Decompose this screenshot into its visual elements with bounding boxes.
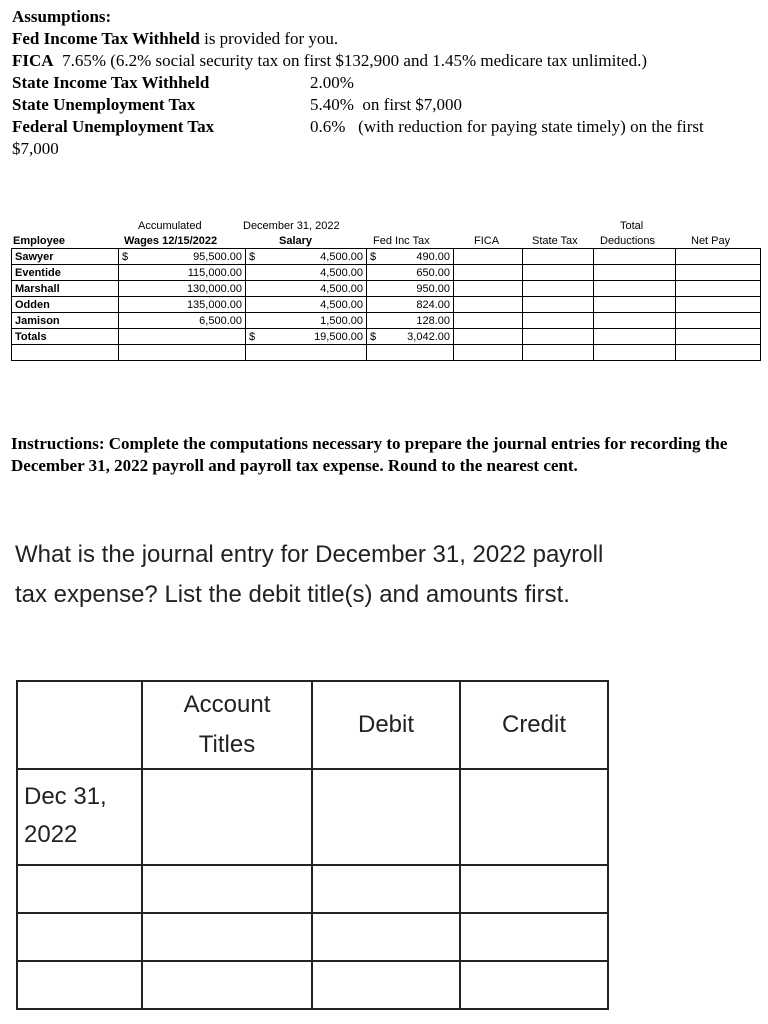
header-december: December 31, 2022 [243,220,340,232]
header-total-deductions: Deductions [600,235,656,247]
state-tax-cell [523,329,594,345]
accumulated-wages: 115,000.00 [119,265,246,281]
date-cell [17,865,142,913]
fed-income-line [12,28,757,50]
debit-header: Debit [312,681,460,769]
assumptions-block [12,6,757,160]
accumulated-wages: 130,000.00 [119,281,246,297]
fica-cell [454,249,523,265]
sut-value: 5.40% on first $7,000 [310,95,463,114]
employee-name: Eventide [12,265,119,281]
account-title-input[interactable] [142,865,312,913]
header-total: Total [620,220,644,232]
question-text: What is the journal entry for December 31, 2022 payroll tax expense? List the debit title(s) and amounts first. [15,541,604,608]
employee-name: Sawyer [12,249,119,265]
debit-input[interactable] [312,913,460,961]
state-tax-cell [523,281,594,297]
total-deductions-cell [594,313,676,329]
total-salary: $ 19,500.00 [246,329,367,345]
fica-line [12,50,757,72]
futa-value: 0.6% (with reduction for paying state timely) on the first [310,117,704,136]
december-salary: 4,500.00 [246,265,367,281]
state-tax-cell [523,265,594,281]
header-employee: Employee [13,235,65,247]
employee-name: Odden [12,297,119,313]
header-wages: Wages 12/15/2022 [124,235,218,247]
december-salary: $ 4,500.00 [246,249,367,265]
net-pay-cell [676,265,761,281]
state-tax-line [12,72,757,94]
total-deductions-cell [594,329,676,345]
account-titles-header: Account Titles [142,681,312,769]
header-salary: Salary [279,235,313,247]
december-salary: 4,500.00 [246,281,367,297]
futa-line [12,116,757,138]
total-fed-inc-tax: $ 3,042.00 [367,329,454,345]
fed-inc-tax: 128.00 [367,313,454,329]
december-salary: 1,500.00 [246,313,367,329]
fica-cell [454,329,523,345]
header-fica: FICA [474,235,500,247]
state-tax-value: 2.00% [310,73,354,92]
accumulated-wages: 135,000.00 [119,297,246,313]
table-row [12,249,761,265]
fed-inc-tax: 950.00 [367,281,454,297]
futa-continuation: $7,000 [12,139,59,158]
credit-input[interactable] [460,769,608,865]
header-state-tax: State Tax [532,235,578,247]
employee-name: Jamison [12,313,119,329]
fed-income-label: Fed Income Tax Withheld [12,29,200,48]
state-tax-label: State Income Tax Withheld [12,73,210,92]
net-pay-cell [676,329,761,345]
account-title-input[interactable] [142,769,312,865]
net-pay-cell [676,249,761,265]
journal-row [17,865,608,913]
payroll-table [11,248,761,361]
net-pay-cell [676,281,761,297]
table-row [12,313,761,329]
date-cell [17,961,142,1009]
total-deductions-cell [594,297,676,313]
credit-input[interactable] [460,865,608,913]
blank-row [12,345,761,361]
net-pay-cell [676,297,761,313]
journal-row [17,913,608,961]
accumulated-wages: $ 95,500.00 [119,249,246,265]
futa-label: Federal Unemployment Tax [12,117,215,136]
debit-input[interactable] [312,769,460,865]
journal-row [17,769,608,865]
totals-label: Totals [12,329,119,345]
header-net-pay: Net Pay [691,235,731,247]
credit-input[interactable] [460,961,608,1009]
fed-inc-tax: 650.00 [367,265,454,281]
header-accumulated: Accumulated [138,220,202,232]
state-tax-cell [523,249,594,265]
december-salary: 4,500.00 [246,297,367,313]
total-deductions-cell [594,249,676,265]
sut-line [12,94,757,116]
fica-label: FICA [12,51,54,70]
account-title-input[interactable] [142,913,312,961]
fica-cell [454,265,523,281]
accumulated-wages [119,329,246,345]
net-pay-cell [676,313,761,329]
employee-name: Marshall [12,281,119,297]
state-tax-cell [523,313,594,329]
instructions: Instructions: Complete the computations necessary to prepare the journal entries for recording the December 31, 2022 payroll and payroll tax expense. Round to the nearest cent. [11,434,728,475]
journal-entry-table [16,680,609,1010]
fed-inc-tax: 824.00 [367,297,454,313]
table-row [12,281,761,297]
debit-input[interactable] [312,865,460,913]
date-cell: Dec 31, 2022 [17,769,142,865]
assumptions-title: Assumptions: [12,7,112,26]
fica-cell [454,281,523,297]
fica-cell [454,297,523,313]
fica-cell [454,313,523,329]
totals-row [12,329,761,345]
header-fed-inc-tax: Fed Inc Tax [373,235,430,247]
journal-row [17,961,608,1009]
credit-input[interactable] [460,913,608,961]
state-tax-cell [523,297,594,313]
table-row [12,265,761,281]
account-title-input[interactable] [142,961,312,1009]
fed-inc-tax: $ 490.00 [367,249,454,265]
fed-income-text: is provided for you. [199,29,339,48]
total-deductions-cell [594,265,676,281]
date-header [17,681,142,769]
sut-label: State Unemployment Tax [12,95,196,114]
debit-input[interactable] [312,961,460,1009]
table-row [12,297,761,313]
credit-header: Credit [460,681,608,769]
accumulated-wages: 6,500.00 [119,313,246,329]
date-cell [17,913,142,961]
journal-header-row [17,681,608,769]
fica-text: 7.65% (6.2% social security tax on first $132,900 and 1.45% medicare tax unlimited.) [53,51,648,70]
total-deductions-cell [594,281,676,297]
